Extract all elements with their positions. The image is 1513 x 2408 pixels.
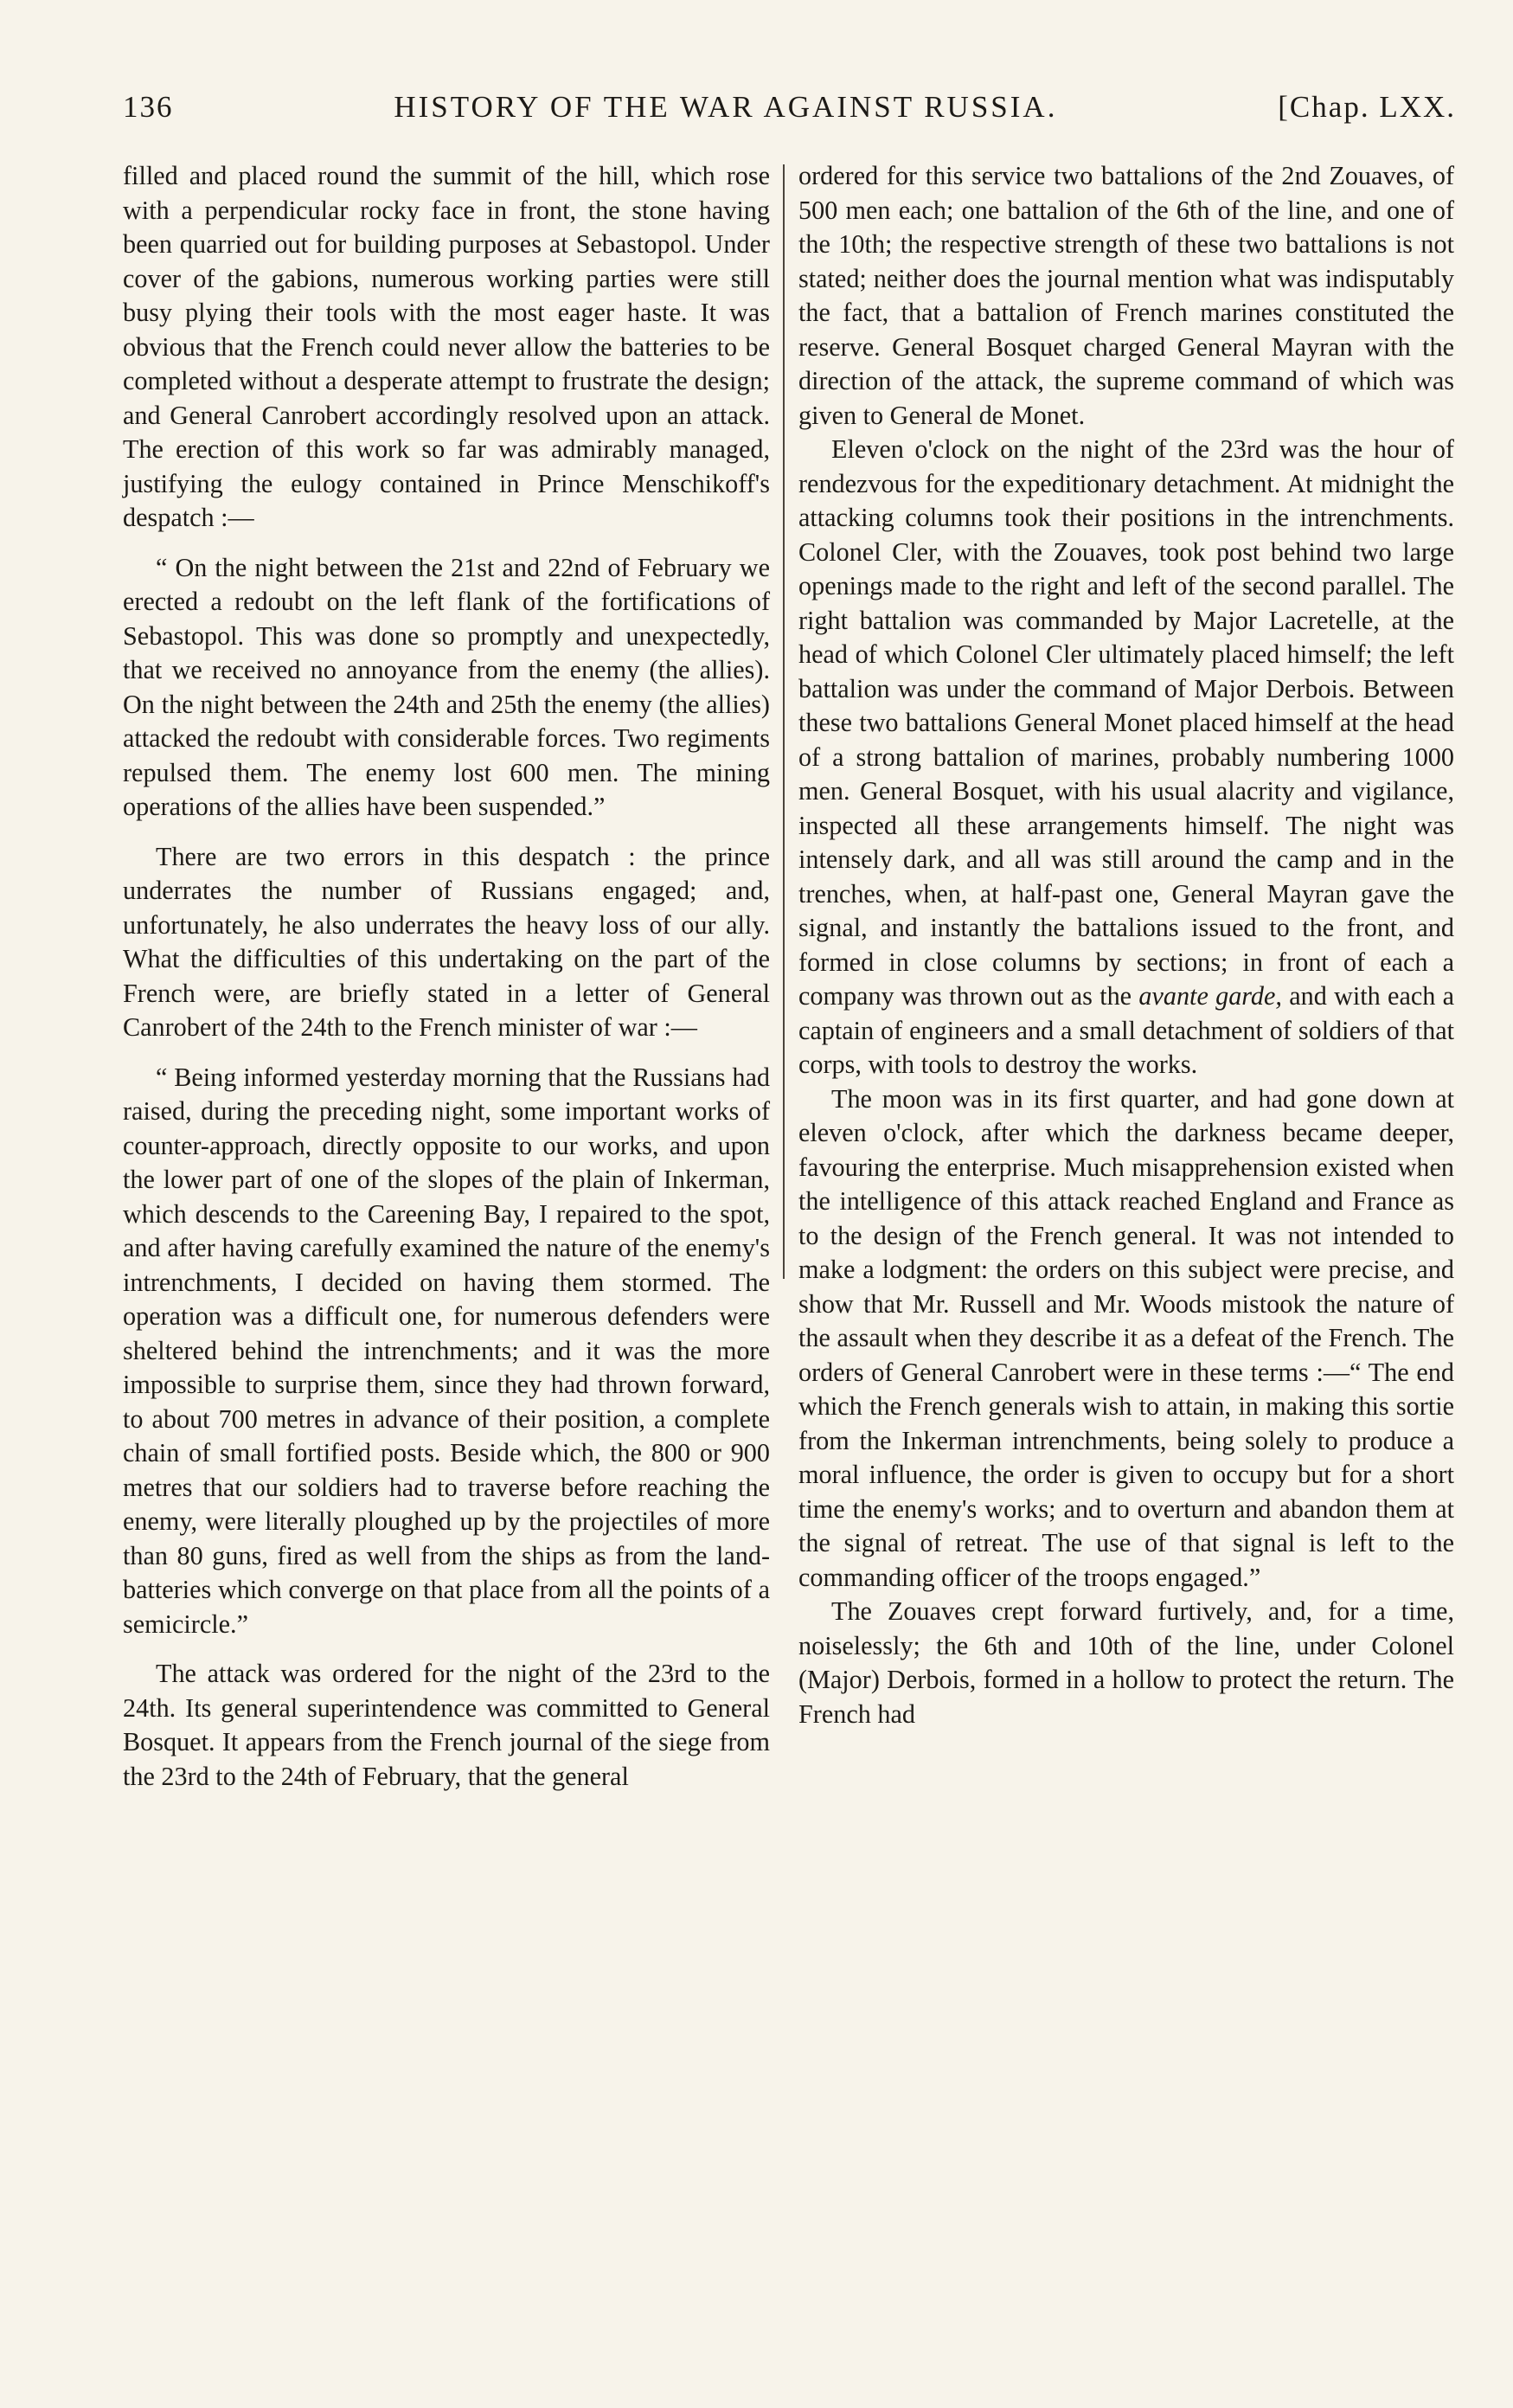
- left-column: [123, 159, 770, 1794]
- canrobert-letter-quote: “ Being informed yesterday morning that the Russians had raised, during the preceding night, some important works of counter-approach, directly opposite to our works, and upon the lower part of one of the slopes of the plain of Inkerman, which descends to the Careening Bay, I repaired to the spot, and after having carefully examined the nature of the enemy's intrenchments, I decided on having them stormed. The operation was a difficult one, for numerous defenders were sheltered behind the intrenchments; and it was the more impossible to surprise them, since they had thrown forward, to about 700 metres in advance of their position, a complete chain of small fortified posts. Beside which, the 800 or 900 metres that our soldiers had to traverse before reaching the enemy, were literally ploughed up by the projectiles of more than 80 guns, fired as well from the ships as from the land-batteries which converge on that place from all the points of a semicircle.”: [123, 1062, 770, 1639]
- column-divider: [783, 164, 785, 1279]
- italic-avante-garde: avante garde,: [1138, 981, 1282, 1011]
- left-paragraph: There are two errors in this despatch : the prince underrates the number of Russians engaged; and, unfortunately, he also underrates the heavy loss of our ally. What the difficulties of this undertaking on the part of the French were, are briefly stated in a letter of General Canrobert of the 24th to the French minister of war :—: [123, 841, 770, 1042]
- right-paragraph-moon: The moon was in its first quarter, and had gone down at eleven o'clock, after which the darkness became deeper, favouring the enterprise. Much misapprehension existed when the intelligence of this attack reached England and France as to the design of the French general. It was not intended to make a lodgment: the orders on this subject were precise, and show that Mr. Russell and Mr. Woods mistook the nature of the assault when they describe it as a defeat of the French. The orders of General Canrobert were in these terms :—“ The end which the French generals wish to attain, in making this sortie from the Inkerman intrenchments, being solely to produce a moral influence, the order is given to occupy but for a short time the enemy's works; and to overturn and abandon them at the signal of retreat. The use of that signal is left to the commanding officer of the troops engaged.”: [798, 1083, 1454, 1592]
- chapter-label: [Chap. LXX.: [1278, 90, 1456, 124]
- left-paragraph-final: The attack was ordered for the night of the 23rd to the 24th. Its general superintendence was committed to General Bosquet. It appears from the French journal of the siege from the 23rd to the 24th of February, that the general: [123, 1659, 770, 1791]
- right-paragraph-attack-text: Eleven o'clock on the night of the 23rd was the hour of rendezvous for the expeditionary detachment. At midnight the attacking columns took their positions in the intrenchments. Colonel Cler, with the Zouaves, took post behind two large openings made to the right and left of the second parallel. The right battalion was commanded by Major Lacretelle, at the head of which Colonel Cler ultimately placed himself; the left battalion was under the command of Major Derbois. Between these two battalions General Monet placed himself at the head of a strong battalion of marines, probably numbering 1000 men. General Bosquet, with his usual alacrity and vigilance, inspected all these arrangements himself. The night was intensely dark, and all was still around the camp and in the trenches, when, at half-past one, General Mayran gave the signal, and instantly the battalions issued to the front, and formed in close columns by sections; in front of each a company was thrown out as the: [798, 434, 1454, 1011]
- page-number: 136: [123, 90, 174, 124]
- right-paragraph-attack: [798, 433, 1454, 1082]
- menschikoff-despatch-quote: “ On the night between the 21st and 22nd of February we erected a redoubt on the left flank of the fortifications of Sebastopol. This was done so promptly and unexpectedly, that we received no annoyance from the enemy (the allies). On the night between the 24th and 25th the enemy (the allies) attacked the redoubt with considerable forces. Two regiments repulsed them. The enemy lost 600 men. The mining operations of the allies have been suspended.”: [123, 552, 770, 821]
- right-paragraph-attack-end: and with each a captain of engineers and a small detachment of soldiers of that corps, with tools to destroy the works.: [798, 981, 1455, 1079]
- right-column: [798, 159, 1454, 1731]
- right-paragraph-zouaves: The Zouaves crept forward furtively, and, for a time, noiselessly; the 6th and 10th of the line, under Colonel (Major) Derbois, formed in a hollow to protect the return. The French had: [798, 1596, 1454, 1729]
- running-title: HISTORY OF THE WAR AGAINST RUSSIA.: [394, 90, 1058, 124]
- right-paragraph-continued: ordered for this service two battalions of the 2nd Zouaves, of 500 men each; one battalion of the 6th of the line, and one of the 10th; the respective strength of these two battalions is not stated; neither does the journal mention what was indisputably the fact, that a battalion of French marines constituted the reserve. General Bosquet charged General Mayran with the direction of the attack, the supreme command of which was given to General de Monet.: [798, 161, 1454, 430]
- left-paragraph-continued: filled and placed round the summit of the hill, which rose with a perpendicular rocky face in front, the stone having been quarried out for building purposes at Sebastopol. Under cover of the gabions, numerous working parties were still busy plying their tools with the most eager haste. It was obvious that the French could never allow the batteries to be completed without a desperate attempt to frustrate the design; and General Canrobert accordingly resolved upon an attack. The erection of this work so far was admirably managed, justifying the eulogy contained in Prince Menschikoff's despatch :—: [123, 161, 770, 532]
- running-header: [123, 90, 1456, 133]
